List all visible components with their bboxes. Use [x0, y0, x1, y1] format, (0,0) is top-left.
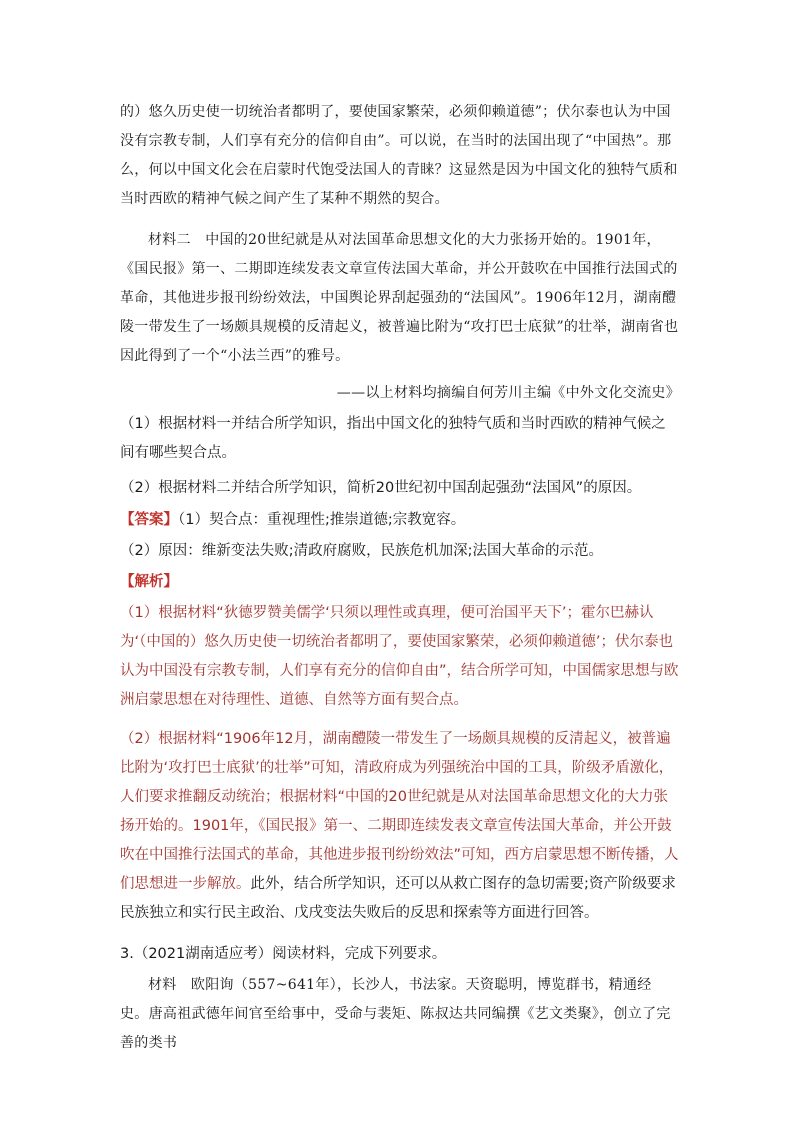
analysis-one	[120, 599, 680, 715]
question-three-material-text: 材料 欧阳询（557~641年），长沙人，书法家。天资聪明，博览群书，精通经史。唐高祖武德年间官至给事中，受命与裴矩、陈叔达共同编撰《艺文类聚》，创立了完善的类书	[120, 977, 671, 1051]
answer-two-text: （2）原因：维新变法失败;清政府腐败，民族危机加深;法国大革命的示范。	[120, 543, 603, 559]
analysis-two-red-text: （2）根据材料“1906年12月，湖南醴陵一带发生了一场颇具规模的反清起义，被普遍比附为‘攻打巴士底狱’的壮举”可知，清政府成为列强统治中国的工具，阶级矛盾激化，人们要求推翻反动统治；根据材料“中国的20世纪就是从对法国革命思想文化的大力张扬开始的。1901年，《国民报》第一、二期即连续发表文章宣传法国大革命，并公开鼓吹在中国推行法国式的革命，其他进步报刊纷纷效法”可知，西方启蒙思想不断传播，人们思想进一步解放。	[120, 731, 679, 892]
analysis-heading	[120, 568, 680, 597]
source-line	[120, 379, 680, 408]
answer-one-text: （1）契合点：重视理性;推崇道德;宗教宽容。	[178, 512, 466, 528]
analysis-two	[120, 725, 680, 928]
material-two	[120, 226, 680, 371]
material-one-text: 的）悠久历史使一切统治者都明了，要使国家繁荣，必须仰赖道德”；伏尔泰也认为中国没有宗教专制，人们享有充分的信仰自由”。可以说，在当时的法国出现了“中国热”。那么，何以中国文化会在启蒙时代饱受法国人的青睐？这显然是因为中国文化的独特气质和当时西欧的精神气候之间产生了某种不期然的契合。	[120, 104, 678, 207]
question-two	[120, 474, 680, 503]
answer-tag: 【答案】	[120, 512, 178, 528]
question-two-text: （2）根据材料二并结合所学知识，简析20世纪初中国刮起强劲“法国风”的原因。	[120, 480, 642, 496]
question-one-text: （1）根据材料一并结合所学知识，指出中国文化的独特气质和当时西欧的精神气候之间有哪些契合点。	[120, 416, 666, 461]
material-one-continuation	[120, 98, 680, 214]
answer-one	[120, 506, 680, 535]
question-three-material	[120, 971, 680, 1058]
answer-two	[120, 537, 680, 566]
question-three-text: 3.（2021湖南适应考）阅读材料，完成下列要求。	[120, 946, 447, 962]
question-one	[120, 410, 680, 468]
analysis-one-text: （1）根据材料“狄德罗赞美儒学‘只须以理性或真理，便可治国平天下’；霍尔巴赫认为‘（中国的）悠久历史使一切统治者都明了，要使国家繁荣，必须仰赖道德’；伏尔泰也认为中国没有宗教专制，人们享有充分的信仰自由”，结合所学可知，中国儒家思想与欧洲启蒙思想在对待理性、道德、自然等方面有契合点。	[120, 605, 679, 708]
material-two-text: 材料二 中国的20世纪就是从对法国革命思想文化的大力张扬开始的。1901年，《国民报》第一、二期即连续发表文章宣传法国大革命，并公开鼓吹在中国推行法国式的革命，其他进步报刊纷纷效法，中国舆论界刮起强劲的“法国风”。1906年12月，湖南醴陵一带发生了一场颇具规模的反清起义，被普遍比附为“攻打巴士底狱”的壮举，湖南省也因此得到了一个“小法兰西”的雅号。	[120, 232, 679, 364]
question-three-heading	[120, 940, 680, 969]
source-text: ——以上材料均摘编自何芳川主编《中外文化交流史》	[336, 385, 680, 401]
analysis-two-black-text: 此外，结合所学知识，还可以从救亡图存的急切需要;资产阶级要求民族独立和实行民主政治、戊戌变法失败后的反思和探索等方面进行回答。	[120, 876, 676, 921]
analysis-tag: 【解析】	[120, 574, 178, 590]
